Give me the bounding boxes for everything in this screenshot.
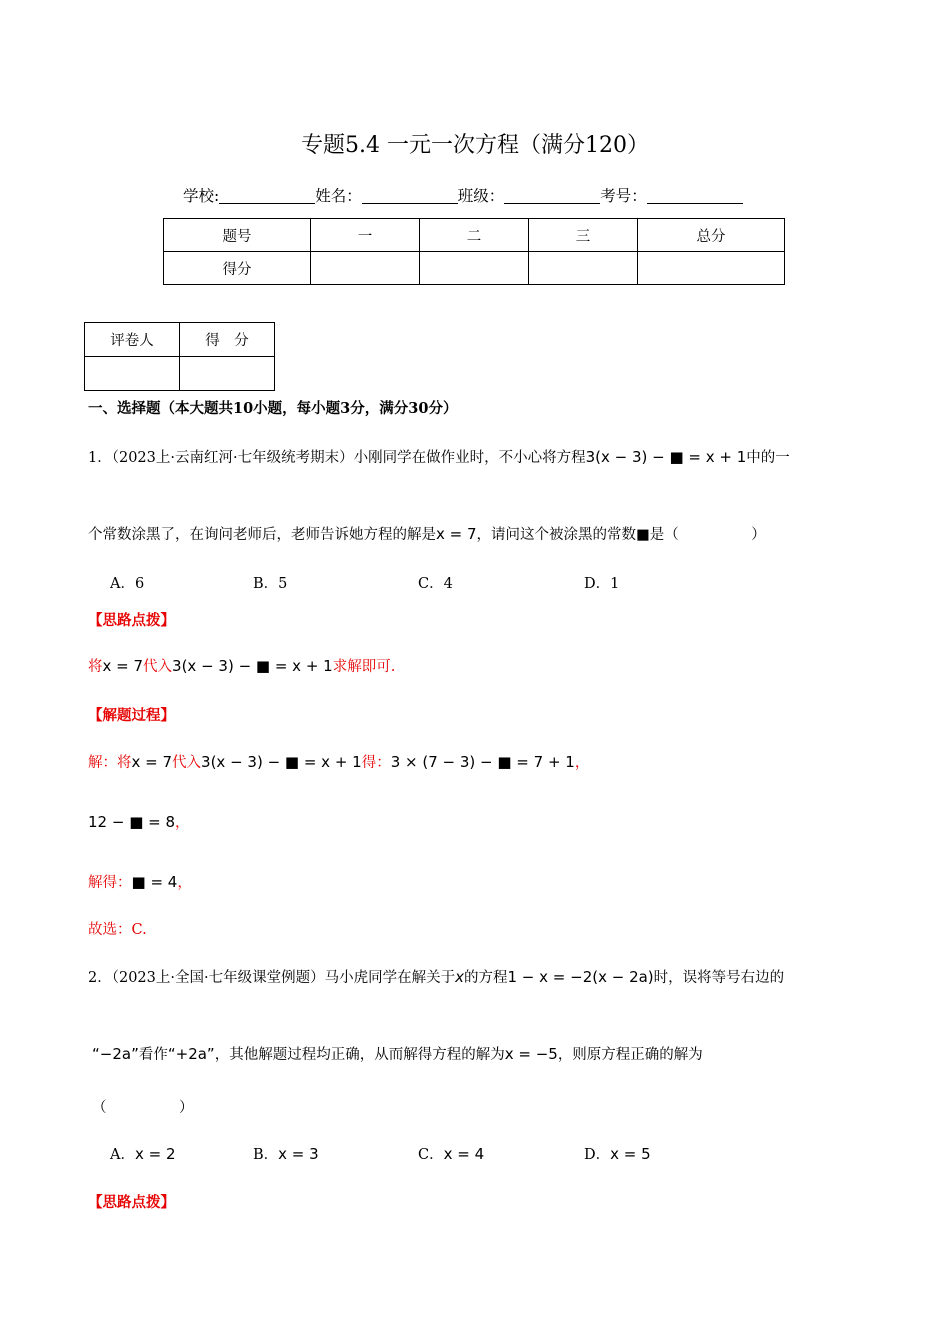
q1-step2-equation: 12 − ■ = 8 <box>88 813 176 831</box>
q1-step-punct: ， <box>175 815 190 831</box>
q1-line2 <box>88 523 766 544</box>
q2-equation: 1 − x = −2(x − 2a) <box>507 968 654 986</box>
name-label: 姓名： <box>315 187 362 205</box>
q1-step3 <box>88 871 192 892</box>
q1-line1 <box>88 446 790 467</box>
q2-option-c[interactable] <box>418 1143 484 1164</box>
q2-option-letter: B． <box>253 1147 279 1163</box>
score-header-total: 总分 <box>638 219 785 252</box>
q1-text: 中的一 <box>746 450 790 466</box>
q2-wrong-solution: x = −5 <box>504 1045 558 1063</box>
q1-step3-equation: ■ = 4 <box>131 873 178 891</box>
q1-hint-solution: x = 7 <box>102 657 144 675</box>
q1-hint-equation: 3(x − 3) − ■ = x + 1 <box>172 657 333 675</box>
score-header-number: 题号 <box>164 219 311 252</box>
exam-no-label: 考号： <box>600 187 647 205</box>
q2-source: （2023上·全国·七年级课堂例题） <box>111 970 325 986</box>
grader-score-header: 得 分 <box>180 323 275 357</box>
q2-text: 看作 <box>138 1047 168 1063</box>
grader-score-cell[interactable] <box>180 357 275 391</box>
q2-option-d[interactable] <box>584 1143 651 1164</box>
page-title: 专题5.4 一元一次方程（满分120） <box>301 133 649 158</box>
q2-line2 <box>92 1043 703 1064</box>
q1-step-word: 解得： <box>88 875 132 891</box>
q2-text: ，则原方程正确的解为 <box>557 1047 703 1063</box>
exam-no-blank[interactable] <box>647 187 743 204</box>
grader-cell[interactable] <box>85 357 180 391</box>
section-heading: 一、选择题（本大题共10小题，每小题3分，满分30分） <box>88 400 458 417</box>
class-blank[interactable] <box>504 187 600 204</box>
q1-hint-text <box>88 655 395 676</box>
q1-step-word: 得： <box>361 755 391 771</box>
q2-text: 马小虎同学在解关于 <box>324 970 456 986</box>
school-blank[interactable] <box>219 187 315 204</box>
q1-number: 1． <box>88 450 112 466</box>
q1-process-tag: 【解题过程】 <box>88 707 175 724</box>
q2-text: 的方程 <box>464 970 508 986</box>
q1-step-word: 代入 <box>172 755 202 771</box>
q1-step-word: 解：将 <box>88 755 132 771</box>
q1-step2 <box>88 811 190 832</box>
q2-hint-tag: 【思路点拨】 <box>88 1194 175 1211</box>
score-table <box>163 218 785 285</box>
score-header-3: 三 <box>529 219 638 252</box>
q1-text: ，请问这个被涂黑的常数■是（ ） <box>476 527 766 543</box>
score-cell-1[interactable] <box>311 252 420 285</box>
q1-source: （2023上·云南红河·七年级统考期末） <box>111 450 354 466</box>
q1-step-punct: ， <box>177 875 192 891</box>
q1-equation: 3(x − 3) − ■ = x + 1 <box>585 448 747 466</box>
q2-option-a[interactable] <box>110 1143 176 1164</box>
score-cell-3[interactable] <box>529 252 638 285</box>
class-label: 班级： <box>457 187 505 205</box>
grader-table <box>84 322 275 391</box>
school-label: 学校: <box>183 187 220 205</box>
q2-option-value: x = 4 <box>443 1145 485 1163</box>
q2-number: 2． <box>88 970 112 986</box>
q1-text: 个常数涂黑了，在询问老师后，老师告诉她方程的解是 <box>88 527 436 543</box>
q2-text: 时，误将等号右边的 <box>653 970 785 986</box>
q1-option-d[interactable]: D．1 <box>584 576 620 592</box>
name-blank[interactable] <box>362 187 458 204</box>
score-cell-total[interactable] <box>638 252 785 285</box>
q2-variable: x <box>455 968 464 986</box>
q2-text: ，其他解题过程均正确，从而解得方程的解为 <box>214 1047 505 1063</box>
q1-hint-tag: 【思路点拨】 <box>88 612 175 629</box>
q1-text: 小刚同学在做作业时，不小心将方程 <box>353 450 586 466</box>
score-row-label: 得分 <box>164 252 311 285</box>
q1-option-c[interactable]: C．4 <box>418 576 453 592</box>
q2-option-letter: D． <box>584 1147 611 1163</box>
score-header-1: 一 <box>311 219 420 252</box>
q1-step-punct: ， <box>574 755 590 771</box>
q1-answer: 故选：C. <box>88 922 147 938</box>
q2-option-b[interactable] <box>253 1143 319 1164</box>
q1-option-b[interactable]: B．5 <box>253 576 288 592</box>
q2-paren: （ ） <box>92 1100 194 1116</box>
q1-step-equation: 3(x − 3) − ■ = x + 1 <box>201 753 362 771</box>
q1-hint-word: 求解即可. <box>332 659 396 675</box>
q1-option-a[interactable]: A．6 <box>110 576 145 592</box>
score-cell-2[interactable] <box>420 252 529 285</box>
q2-option-letter: C． <box>418 1147 444 1163</box>
q2-option-value: x = 5 <box>610 1145 651 1163</box>
q2-quote: “−2a” <box>92 1045 139 1063</box>
q1-hint-word: 代入 <box>143 659 173 675</box>
q1-step1 <box>88 751 589 772</box>
score-header-2: 二 <box>420 219 529 252</box>
q2-option-value: x = 3 <box>278 1145 319 1163</box>
q1-hint-word: 将 <box>88 659 103 675</box>
q1-step-solution: x = 7 <box>131 753 173 771</box>
q2-option-letter: A． <box>110 1147 135 1163</box>
q2-quote: “+2a” <box>167 1045 215 1063</box>
q1-step-substitution: 3 × (7 − 3) − ■ = 7 + 1 <box>390 753 575 771</box>
student-info-line <box>183 184 743 206</box>
q1-solution: x = 7 <box>436 525 477 543</box>
grader-header: 评卷人 <box>85 323 180 357</box>
q2-option-value: x = 2 <box>134 1145 176 1163</box>
q2-line1 <box>88 966 784 987</box>
